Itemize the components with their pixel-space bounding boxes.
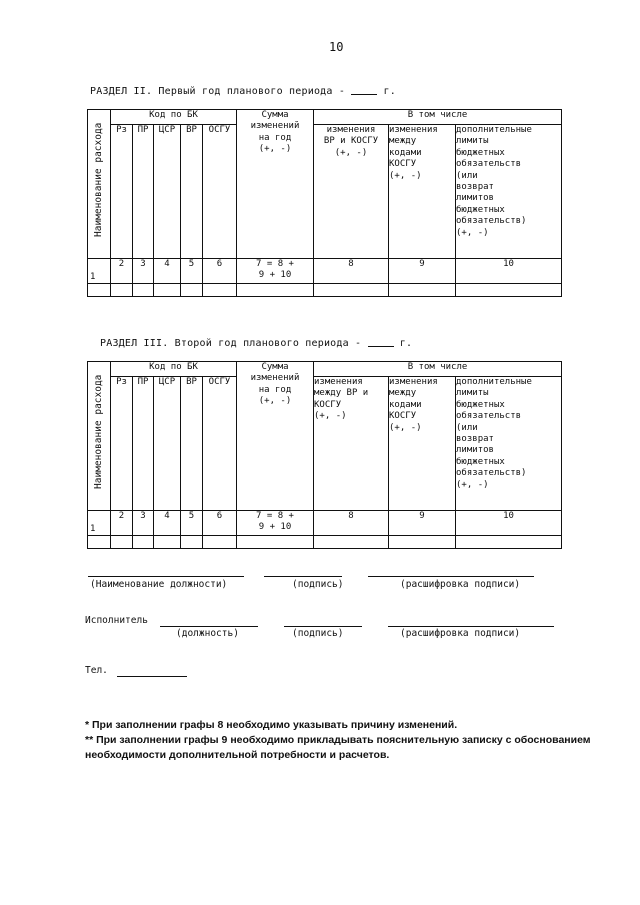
col-num: 1 bbox=[88, 259, 111, 284]
col10-header: дополнительные лимиты бюджетных обязательств (или возврат лимитов бюджетных обязательств) (+, -) bbox=[456, 377, 562, 511]
col-num: 2 bbox=[111, 259, 133, 284]
col-num: 5 bbox=[181, 511, 203, 536]
decode-line bbox=[368, 576, 534, 577]
kod-col-vr: ВР bbox=[181, 125, 203, 259]
name-column-label: Наименование расхода bbox=[93, 374, 105, 490]
phone-label: Тел. bbox=[85, 665, 108, 676]
col-num: 6 bbox=[203, 259, 237, 284]
budget-table bbox=[87, 361, 562, 549]
executor-decode-line bbox=[388, 626, 554, 627]
footnote-1: * При заполнении графы 8 необходимо указывать причину изменений. bbox=[85, 719, 458, 731]
year-suffix: г. bbox=[399, 338, 413, 349]
col-num: 3 bbox=[133, 259, 154, 284]
footnote-3: необходимости дополнительной потребности и расчетов. bbox=[85, 749, 390, 761]
col8-header: изменения между ВР и КОСГУ (+, -) bbox=[314, 377, 389, 511]
kod-col-rz: Рз bbox=[111, 125, 133, 259]
col-num: 4 bbox=[154, 511, 181, 536]
kod-col-rz: Рз bbox=[111, 377, 133, 511]
kod-col-csr: ЦСР bbox=[154, 125, 181, 259]
col-num: 8 bbox=[314, 259, 389, 284]
phone-line bbox=[117, 676, 187, 677]
executor-position-line bbox=[160, 626, 258, 627]
col-num: 3 bbox=[133, 511, 154, 536]
position-line bbox=[88, 576, 244, 577]
column-numbers-row bbox=[88, 259, 562, 284]
kod-bk-header: Код по БК bbox=[111, 362, 237, 377]
year-blank bbox=[351, 84, 377, 95]
col-num: 1 bbox=[88, 511, 111, 536]
executor-position-label: (должность) bbox=[176, 628, 239, 639]
col-num: 10 bbox=[456, 259, 562, 284]
col-num: 9 bbox=[389, 511, 456, 536]
col-num: 6 bbox=[203, 511, 237, 536]
col-num: 7 = 8 + 9 + 10 bbox=[237, 259, 314, 284]
col10-header: дополнительные лимиты бюджетных обязательств (или возврат лимитов бюджетных обязательств) (+, -) bbox=[456, 125, 562, 259]
kod-col-osgu: ОСГУ bbox=[203, 377, 237, 511]
kod-col-pr: ПР bbox=[133, 125, 154, 259]
column-numbers-row bbox=[88, 511, 562, 536]
name-column-label: Наименование расхода bbox=[93, 122, 105, 238]
kod-bk-header: Код по БК bbox=[111, 110, 237, 125]
kod-col-pr: ПР bbox=[133, 377, 154, 511]
v-tom-chisle-header: В том числе bbox=[314, 110, 562, 125]
signature-line bbox=[264, 576, 342, 577]
col-num: 8 bbox=[314, 511, 389, 536]
executor-decode-label: (расшифровка подписи) bbox=[400, 628, 521, 639]
col-num: 4 bbox=[154, 259, 181, 284]
executor-signature-line bbox=[284, 626, 362, 627]
col-num: 9 bbox=[389, 259, 456, 284]
footnote-2: ** При заполнении графы 9 необходимо прикладывать пояснительную записку с обоснованием bbox=[85, 734, 591, 746]
col-num: 10 bbox=[456, 511, 562, 536]
executor-label: Исполнитель bbox=[85, 615, 148, 626]
col-num: 2 bbox=[111, 511, 133, 536]
name-column-header bbox=[88, 110, 111, 259]
executor-signature-label: (подпись) bbox=[292, 628, 344, 639]
col8-header: изменения ВР и КОСГУ (+, -) bbox=[314, 125, 389, 259]
section-title bbox=[90, 84, 396, 97]
position-label: (Наименование должности) bbox=[90, 579, 228, 590]
col-num: 5 bbox=[181, 259, 203, 284]
kod-col-vr: ВР bbox=[181, 377, 203, 511]
table-row bbox=[88, 536, 562, 549]
year-suffix: г. bbox=[383, 86, 396, 97]
col9-header: изменения между кодами КОСГУ (+, -) bbox=[389, 125, 456, 259]
section-title bbox=[100, 336, 412, 349]
section-title-text: РАЗДЕЛ III. Второй год планового периода - bbox=[100, 338, 362, 349]
v-tom-chisle-header: В том числе bbox=[314, 362, 562, 377]
col-num: 7 = 8 + 9 + 10 bbox=[237, 511, 314, 536]
summa-header: Сумма изменений на год (+, -) bbox=[237, 110, 314, 259]
kod-col-csr: ЦСР bbox=[154, 377, 181, 511]
budget-table bbox=[87, 109, 562, 297]
name-column-header bbox=[88, 362, 111, 511]
page-number: 10 bbox=[329, 40, 344, 54]
col9-header: изменения между кодами КОСГУ (+, -) bbox=[389, 377, 456, 511]
section-title-text: РАЗДЕЛ II. Первый год планового периода - bbox=[90, 86, 346, 97]
year-blank bbox=[368, 336, 394, 347]
kod-col-osgu: ОСГУ bbox=[203, 125, 237, 259]
decode-label: (расшифровка подписи) bbox=[400, 579, 521, 590]
table-row bbox=[88, 284, 562, 297]
signature-label: (подпись) bbox=[292, 579, 344, 590]
summa-header: Сумма изменений на год (+, -) bbox=[237, 362, 314, 511]
